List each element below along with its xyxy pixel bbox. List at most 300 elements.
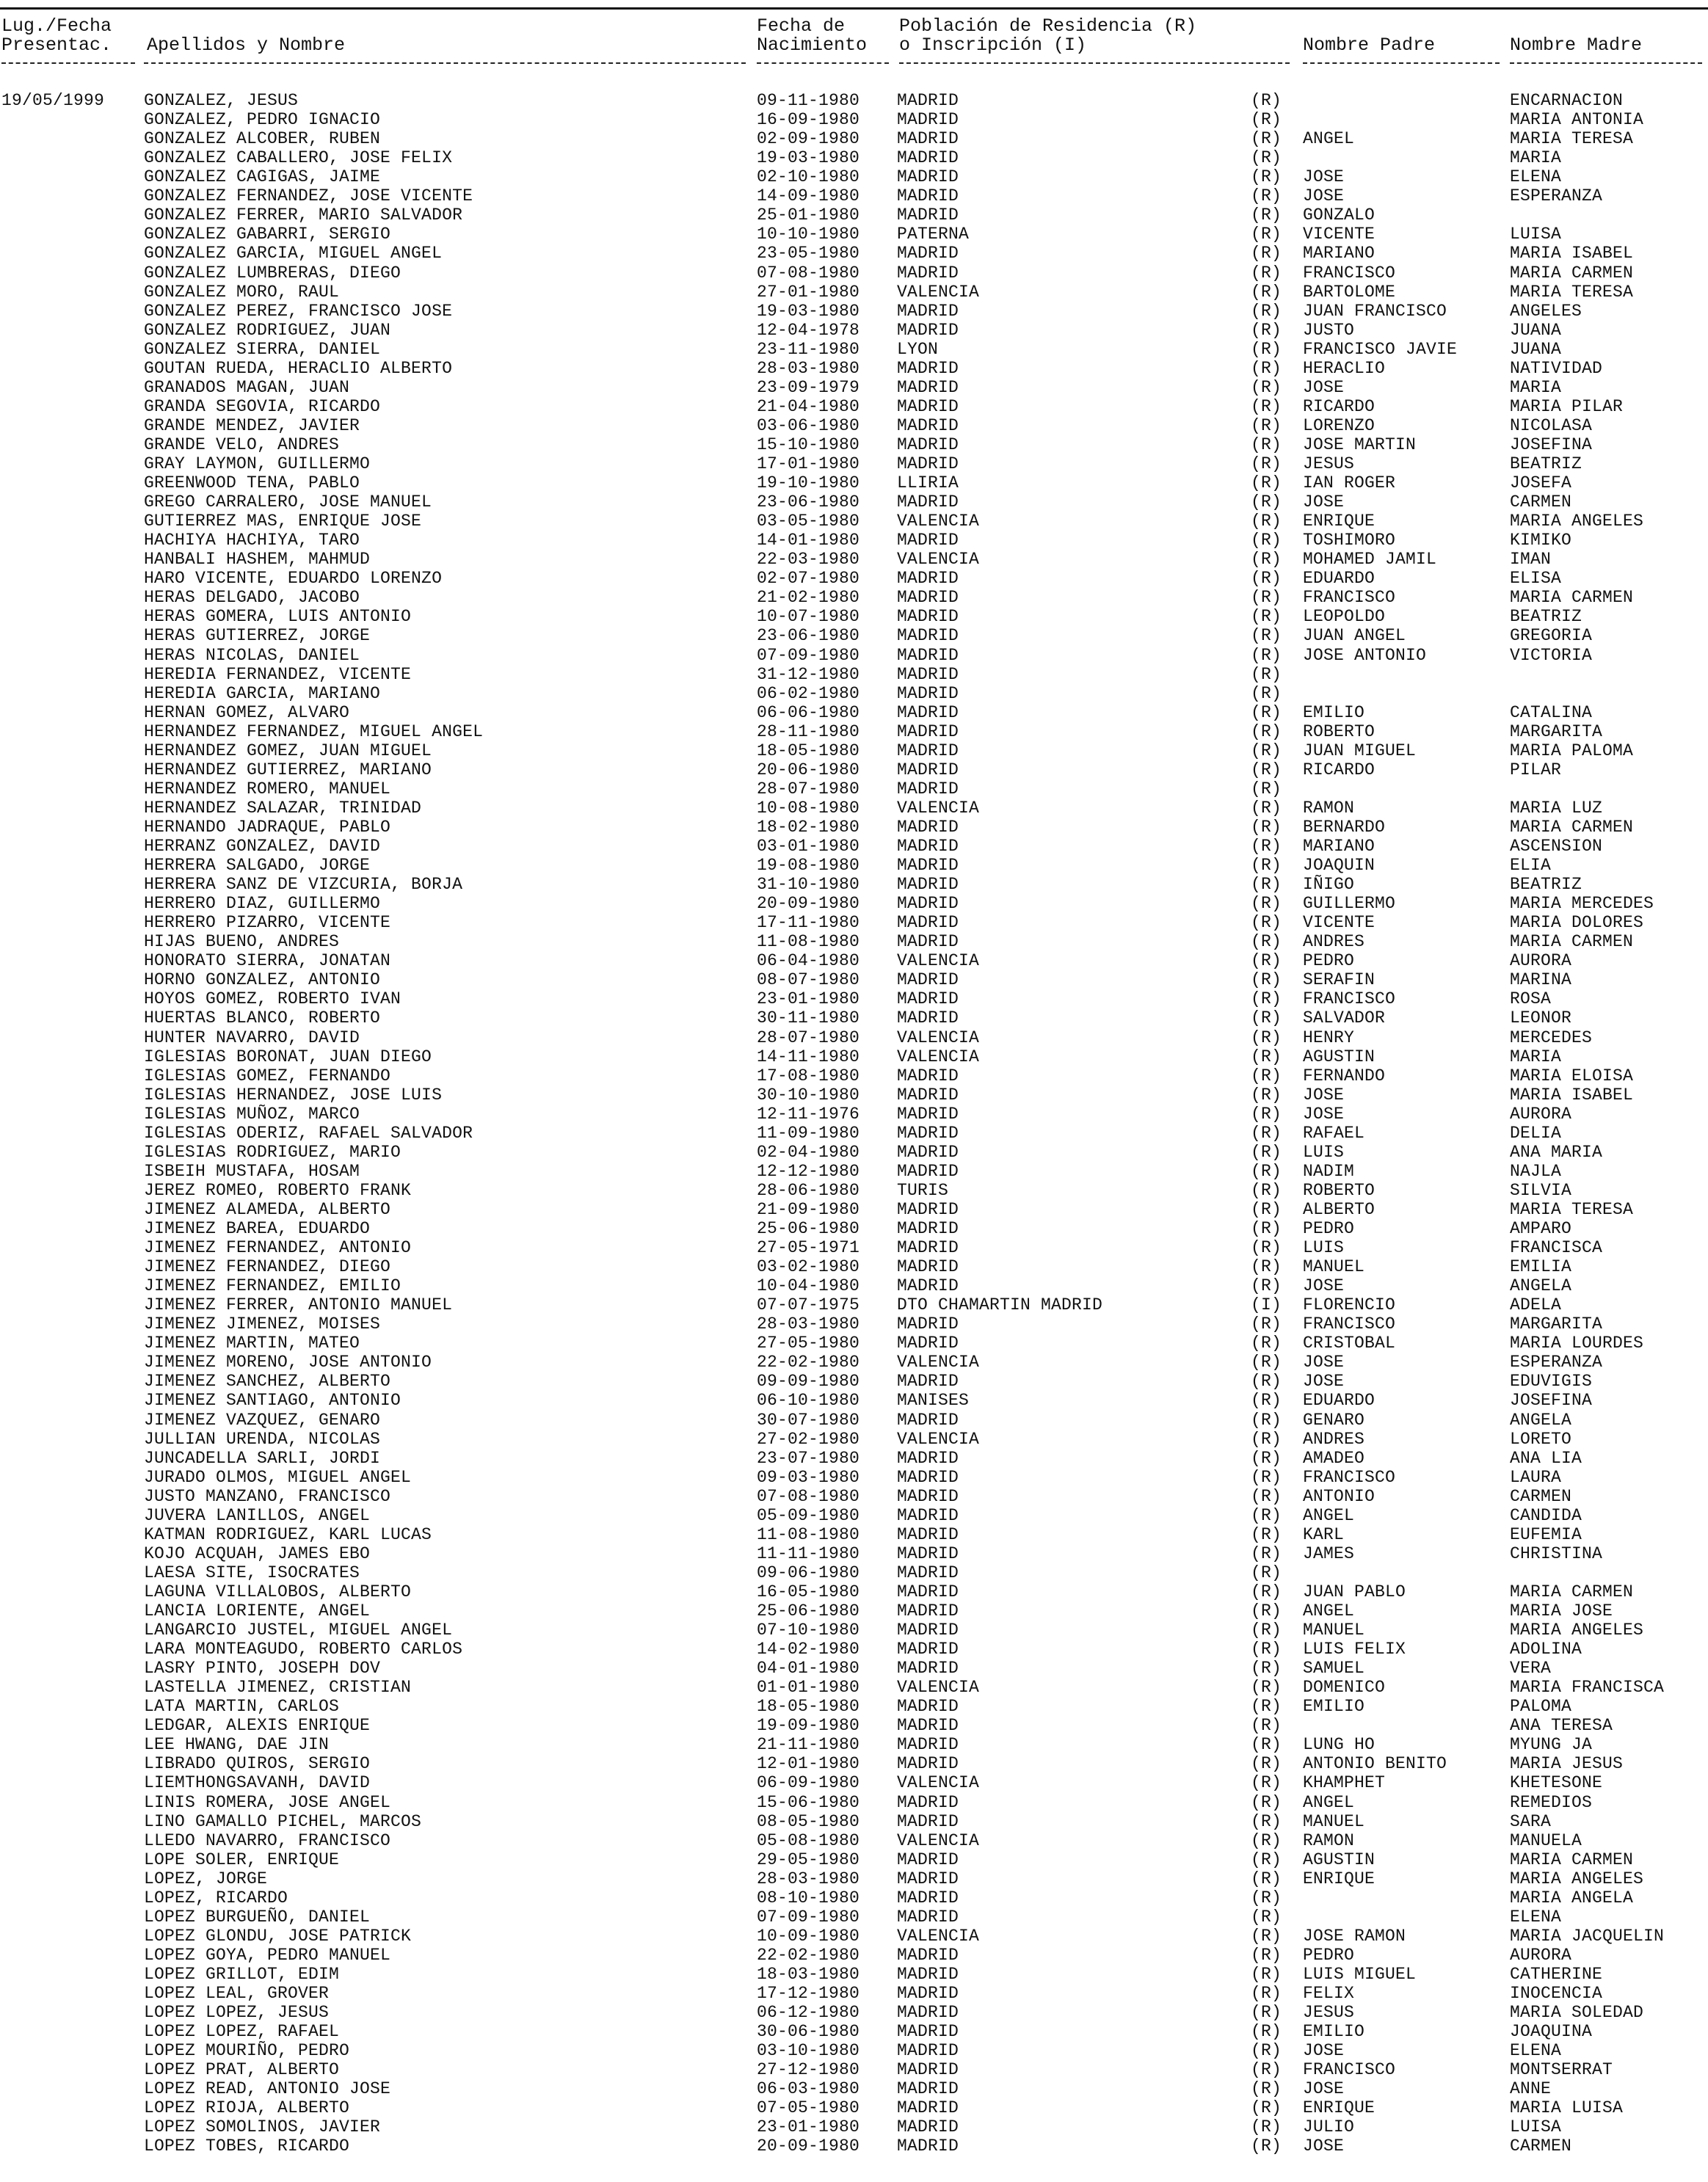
record-residence-type: (R) xyxy=(1251,741,1282,760)
record-birth-date: 12-04-1978 xyxy=(757,320,860,340)
record-mother-name: KHETESONE xyxy=(1510,1773,1603,1793)
record-father-name: JOSE xyxy=(1303,186,1345,206)
record-birth-date: 10-08-1980 xyxy=(757,798,860,818)
record-father-name: LORENZO xyxy=(1303,415,1376,435)
record-residence-type: (R) xyxy=(1251,1104,1282,1124)
record-residence: MADRID xyxy=(897,244,959,263)
record-name: GRANDE MENDEZ, JAVIER xyxy=(144,415,360,435)
record-name: JIMENEZ BAREA, EDUARDO xyxy=(144,1219,371,1238)
record-name: GONZALEZ ALCOBER, RUBEN xyxy=(144,129,381,149)
record-birth-date: 20-09-1980 xyxy=(757,2136,860,2156)
record-birth-date: 17-01-1980 xyxy=(757,454,860,473)
record-name: IGLESIAS GOMEZ, FERNANDO xyxy=(144,1066,391,1085)
record-residence-type: (R) xyxy=(1251,1353,1282,1372)
record-residence-type: (R) xyxy=(1251,1467,1282,1487)
record-residence: MADRID xyxy=(897,607,959,627)
record-residence: MADRID xyxy=(897,1334,959,1353)
record-father-name: ANGEL xyxy=(1303,129,1355,149)
record-residence-type: (R) xyxy=(1251,1391,1282,1411)
record-residence-type: (R) xyxy=(1251,1429,1282,1449)
record-mother-name: CHRISTINA xyxy=(1510,1543,1603,1563)
record-name: HORNO GONZALEZ, ANTONIO xyxy=(144,970,381,990)
record-name: HERRERA SANZ DE VIZCURIA, BORJA xyxy=(144,875,463,894)
record-birth-date: 07-08-1980 xyxy=(757,1486,860,1506)
record-residence: MADRID xyxy=(897,396,959,416)
record-father-name: FRANCISCO xyxy=(1303,1467,1396,1487)
record-residence-type: (R) xyxy=(1251,282,1282,302)
record-birth-date: 04-01-1980 xyxy=(757,1659,860,1679)
record-mother-name: JOSEFA xyxy=(1510,473,1572,492)
record-father-name: VICENTE xyxy=(1303,913,1376,933)
record-mother-name: ELISA xyxy=(1510,569,1562,589)
record-father-name: JUAN ANGEL xyxy=(1303,626,1406,646)
record-father-name: KHAMPHET xyxy=(1303,1773,1386,1793)
record-name: JULLIAN URENDA, NICOLAS xyxy=(144,1429,381,1449)
record-residence-type: (R) xyxy=(1251,1085,1282,1105)
record-residence-type: (R) xyxy=(1251,301,1282,321)
record-father-name: FRANCISCO xyxy=(1303,1314,1396,1334)
record-father-name: JOSE MARTIN xyxy=(1303,434,1417,454)
record-residence-type: (R) xyxy=(1251,1066,1282,1085)
record-mother-name: KIMIKO xyxy=(1510,531,1572,550)
record-father-name: IAN ROGER xyxy=(1303,473,1396,492)
record-father-name: MANUEL xyxy=(1303,1257,1365,1276)
record-birth-date: 27-05-1980 xyxy=(757,1334,860,1353)
record-mother-name: PILAR xyxy=(1510,760,1562,779)
record-residence-type: (R) xyxy=(1251,396,1282,416)
record-mother-name: MANUELA xyxy=(1510,1830,1582,1850)
record-mother-name: MARIA ELOISA xyxy=(1510,1066,1634,1085)
header-birth-line1: Fecha de xyxy=(757,15,846,37)
record-name: LINIS ROMERA, JOSE ANGEL xyxy=(144,1792,391,1812)
record-father-name: KARL xyxy=(1303,1524,1345,1544)
record-residence-type: (R) xyxy=(1251,856,1282,875)
record-name: IGLESIAS RODRIGUEZ, MARIO xyxy=(144,1142,401,1162)
record-father-name: FRANCISCO xyxy=(1303,2060,1396,2080)
record-father-name: EMILIO xyxy=(1303,1697,1365,1717)
record-birth-date: 06-04-1980 xyxy=(757,951,860,971)
record-mother-name: ESPERANZA xyxy=(1510,1353,1603,1372)
record-residence: PATERNA xyxy=(897,225,970,244)
record-birth-date: 10-04-1980 xyxy=(757,1276,860,1296)
record-name: HERAS DELGADO, JACOBO xyxy=(144,588,360,608)
record-name: HIJAS BUENO, ANDRES xyxy=(144,932,340,952)
record-birth-date: 11-11-1980 xyxy=(757,1543,860,1563)
record-mother-name: MARIA SOLEDAD xyxy=(1510,2003,1644,2022)
record-father-name: JOSE xyxy=(1303,492,1345,512)
record-name: LINO GAMALLO PICHEL, MARCOS xyxy=(144,1811,422,1831)
record-residence-type: (R) xyxy=(1251,358,1282,378)
record-residence: MADRID xyxy=(897,645,959,665)
record-father-name: EDUARDO xyxy=(1303,1391,1376,1411)
record-birth-date: 30-06-1980 xyxy=(757,2022,860,2042)
record-residence-type: (R) xyxy=(1251,263,1282,283)
record-residence: MADRID xyxy=(897,875,959,894)
record-father-name: LUNG HO xyxy=(1303,1735,1376,1755)
record-mother-name: MARIA PALOMA xyxy=(1510,741,1634,760)
record-birth-date: 10-07-1980 xyxy=(757,607,860,627)
record-residence-type: (R) xyxy=(1251,1123,1282,1143)
record-residence: MADRID xyxy=(897,1697,959,1717)
record-residence-type: (R) xyxy=(1251,91,1282,110)
record-name: LASTELLA JIMENEZ, CRISTIAN xyxy=(144,1678,412,1698)
record-mother-name: AURORA xyxy=(1510,1945,1572,1965)
record-residence: MADRID xyxy=(897,1448,959,1468)
record-mother-name: REMEDIOS xyxy=(1510,1792,1593,1812)
record-birth-date: 10-09-1980 xyxy=(757,1926,860,1946)
record-residence: MADRID xyxy=(897,1563,959,1582)
record-name: GONZALEZ MORO, RAUL xyxy=(144,282,340,302)
record-mother-name: CARMEN xyxy=(1510,492,1572,512)
record-mother-name: MONTSERRAT xyxy=(1510,2060,1613,2080)
header-underline-mother xyxy=(1510,62,1702,64)
record-father-name: JESUS xyxy=(1303,2003,1355,2022)
record-name: HUERTAS BLANCO, ROBERTO xyxy=(144,1008,381,1028)
record-birth-date: 09-06-1980 xyxy=(757,1563,860,1582)
record-father-name: HERACLIO xyxy=(1303,358,1386,378)
record-birth-date: 28-03-1980 xyxy=(757,1869,860,1888)
record-mother-name: MARIA CARMEN xyxy=(1510,263,1634,283)
record-father-name: ENRIQUE xyxy=(1303,2098,1376,2118)
record-mother-name: MARIA xyxy=(1510,148,1562,168)
record-father-name: SALVADOR xyxy=(1303,1008,1386,1028)
record-birth-date: 23-09-1979 xyxy=(757,377,860,397)
record-father-name: EMILIO xyxy=(1303,2022,1365,2042)
record-name: HERNANDEZ SALAZAR, TRINIDAD xyxy=(144,798,422,818)
record-father-name: DOMENICO xyxy=(1303,1678,1386,1698)
record-residence-type: (R) xyxy=(1251,1697,1282,1717)
record-name: JIMENEZ ALAMEDA, ALBERTO xyxy=(144,1199,391,1219)
record-birth-date: 12-01-1980 xyxy=(757,1754,860,1774)
record-mother-name: LUISA xyxy=(1510,225,1562,244)
record-mother-name: ANA MARIA xyxy=(1510,1142,1603,1162)
record-birth-date: 08-10-1980 xyxy=(757,1888,860,1908)
record-birth-date: 06-12-1980 xyxy=(757,2003,860,2022)
record-father-name: AMADEO xyxy=(1303,1448,1365,1468)
record-residence-type: (R) xyxy=(1251,1314,1282,1334)
record-mother-name: MARIA CARMEN xyxy=(1510,1850,1634,1869)
record-mother-name: EMILIA xyxy=(1510,1257,1572,1276)
record-residence-type: (R) xyxy=(1251,2022,1282,2042)
record-birth-date: 11-08-1980 xyxy=(757,1524,860,1544)
record-name: IGLESIAS ODERIZ, RAFAEL SALVADOR xyxy=(144,1123,473,1143)
record-residence: MADRID xyxy=(897,817,959,837)
record-name: HERAS NICOLAS, DANIEL xyxy=(144,645,360,665)
record-father-name: AGUSTIN xyxy=(1303,1047,1376,1066)
record-residence: LYON xyxy=(897,339,939,359)
record-name: JIMENEZ FERNANDEZ, EMILIO xyxy=(144,1276,401,1296)
record-father-name: PEDRO xyxy=(1303,1219,1355,1238)
record-mother-name: ROSA xyxy=(1510,989,1552,1009)
record-mother-name: INOCENCIA xyxy=(1510,1984,1603,2003)
record-father-name: FRANCISCO JAVIE xyxy=(1303,339,1458,359)
record-father-name: MANUEL xyxy=(1303,1621,1365,1640)
record-father-name: EDUARDO xyxy=(1303,569,1376,589)
record-residence-type: (R) xyxy=(1251,626,1282,646)
header-underline-date xyxy=(1,62,135,64)
record-birth-date: 06-02-1980 xyxy=(757,683,860,703)
record-birth-date: 07-09-1980 xyxy=(757,645,860,665)
record-residence-type: (R) xyxy=(1251,645,1282,665)
record-residence: VALENCIA xyxy=(897,282,980,302)
record-father-name: JOSE xyxy=(1303,2041,1345,2061)
record-mother-name: NICOLASA xyxy=(1510,415,1593,435)
record-name: IGLESIAS HERNANDEZ, JOSE LUIS xyxy=(144,1085,443,1105)
record-father-name: BARTOLOME xyxy=(1303,282,1396,302)
record-name: LOPEZ SOMOLINOS, JAVIER xyxy=(144,2117,381,2137)
record-mother-name: ANNE xyxy=(1510,2079,1552,2099)
record-mother-name: ELIA xyxy=(1510,856,1552,875)
record-residence-type: (R) xyxy=(1251,225,1282,244)
record-residence-type: (R) xyxy=(1251,377,1282,397)
record-name: GREGO CARRALERO, JOSE MANUEL xyxy=(144,492,432,512)
record-residence-type: (R) xyxy=(1251,932,1282,952)
record-father-name: PEDRO xyxy=(1303,951,1355,971)
record-residence: MADRID xyxy=(897,837,959,856)
record-residence-type: (R) xyxy=(1251,110,1282,130)
record-residence: MADRID xyxy=(897,320,959,340)
record-residence-type: (R) xyxy=(1251,1984,1282,2003)
record-name: LAGUNA VILLALOBOS, ALBERTO xyxy=(144,1582,412,1601)
record-mother-name: MARIA LOURDES xyxy=(1510,1334,1644,1353)
record-residence-type: (R) xyxy=(1251,2003,1282,2022)
record-birth-date: 31-12-1980 xyxy=(757,664,860,684)
record-birth-date: 07-10-1980 xyxy=(757,1621,860,1640)
record-residence-type: (R) xyxy=(1251,512,1282,531)
record-residence-type: (R) xyxy=(1251,167,1282,187)
record-father-name: GONZALO xyxy=(1303,206,1376,225)
record-birth-date: 21-11-1980 xyxy=(757,1735,860,1755)
header-father: Nombre Padre xyxy=(1303,34,1436,56)
record-birth-date: 28-03-1980 xyxy=(757,1314,860,1334)
record-father-name: RAFAEL xyxy=(1303,1123,1365,1143)
record-name: HERRERO DIAZ, GUILLERMO xyxy=(144,894,381,914)
record-father-name: FERNANDO xyxy=(1303,1066,1386,1085)
record-residence: MADRID xyxy=(897,1735,959,1755)
header-underline-residence xyxy=(899,62,1290,64)
record-residence-type: (R) xyxy=(1251,1008,1282,1028)
record-residence: MADRID xyxy=(897,1123,959,1143)
record-residence: MADRID xyxy=(897,1621,959,1640)
record-residence-type: (R) xyxy=(1251,837,1282,856)
record-residence: VALENCIA xyxy=(897,1047,980,1066)
record-mother-name: AURORA xyxy=(1510,951,1572,971)
record-mother-name: CANDIDA xyxy=(1510,1505,1582,1525)
record-mother-name: MARIA JOSE xyxy=(1510,1601,1613,1621)
record-mother-name: MARIA xyxy=(1510,1047,1562,1066)
record-residence-type: (R) xyxy=(1251,1621,1282,1640)
record-father-name: ANDRES xyxy=(1303,932,1365,952)
record-father-name: JOSE xyxy=(1303,1276,1345,1296)
record-residence: VALENCIA xyxy=(897,1353,980,1372)
record-father-name: GENARO xyxy=(1303,1410,1365,1430)
record-birth-date: 14-02-1980 xyxy=(757,1640,860,1659)
record-birth-date: 18-05-1980 xyxy=(757,1697,860,1717)
record-father-name: MOHAMED JAMIL xyxy=(1303,550,1437,570)
record-father-name: MANUEL xyxy=(1303,1811,1365,1831)
record-residence: MADRID xyxy=(897,167,959,187)
record-residence-type: (R) xyxy=(1251,473,1282,492)
record-residence-type: (R) xyxy=(1251,779,1282,799)
header-date-line1: Lug./Fecha xyxy=(1,15,112,37)
record-birth-date: 06-09-1980 xyxy=(757,1773,860,1793)
record-residence-type: (R) xyxy=(1251,1792,1282,1812)
record-birth-date: 23-11-1980 xyxy=(757,339,860,359)
record-residence: MADRID xyxy=(897,970,959,990)
record-residence-type: (R) xyxy=(1251,875,1282,894)
record-name: HERNANDEZ GOMEZ, JUAN MIGUEL xyxy=(144,741,432,760)
record-name: LOPEZ BURGUEÑO, DANIEL xyxy=(144,1907,371,1927)
record-mother-name: ANA TERESA xyxy=(1510,1716,1613,1736)
record-residence: MADRID xyxy=(897,1754,959,1774)
record-birth-date: 28-11-1980 xyxy=(757,721,860,741)
record-name: HUNTER NAVARRO, DAVID xyxy=(144,1028,360,1047)
record-birth-date: 03-06-1980 xyxy=(757,415,860,435)
record-name: HERNANDEZ GUTIERREZ, MARIANO xyxy=(144,760,432,779)
record-father-name: LUIS xyxy=(1303,1142,1345,1162)
record-residence: MADRID xyxy=(897,1716,959,1736)
record-birth-date: 23-01-1980 xyxy=(757,2117,860,2137)
record-residence: MADRID xyxy=(897,129,959,149)
record-residence: VALENCIA xyxy=(897,1028,980,1047)
record-residence: MADRID xyxy=(897,1582,959,1601)
record-father-name: VICENTE xyxy=(1303,225,1376,244)
record-birth-date: 17-11-1980 xyxy=(757,913,860,933)
record-residence: MADRID xyxy=(897,1907,959,1927)
record-mother-name: SILVIA xyxy=(1510,1180,1572,1200)
record-birth-date: 23-07-1980 xyxy=(757,1448,860,1468)
record-residence: MADRID xyxy=(897,2060,959,2080)
record-name: HERRERO PIZARRO, VICENTE xyxy=(144,913,391,933)
record-mother-name: MARIA DOLORES xyxy=(1510,913,1644,933)
record-father-name: FLORENCIO xyxy=(1303,1295,1396,1315)
record-birth-date: 16-09-1980 xyxy=(757,110,860,130)
record-residence-type: (R) xyxy=(1251,1945,1282,1965)
record-name: HERAS GUTIERREZ, JORGE xyxy=(144,626,371,646)
record-residence-type: (R) xyxy=(1251,129,1282,149)
record-residence-type: (R) xyxy=(1251,1716,1282,1736)
record-father-name: JOAQUIN xyxy=(1303,856,1376,875)
record-name: JIMENEZ SANCHEZ, ALBERTO xyxy=(144,1372,391,1392)
record-name: JEREZ ROMEO, ROBERTO FRANK xyxy=(144,1180,412,1200)
record-residence: MADRID xyxy=(897,1659,959,1679)
record-father-name: JOSE xyxy=(1303,1104,1345,1124)
record-residence: LLIRIA xyxy=(897,473,959,492)
record-mother-name: MARIA ANGELES xyxy=(1510,512,1644,531)
record-birth-date: 09-09-1980 xyxy=(757,1372,860,1392)
record-residence: MADRID xyxy=(897,760,959,779)
record-father-name: JOSE xyxy=(1303,1353,1345,1372)
record-father-name: JOSE xyxy=(1303,1085,1345,1105)
record-name: LLEDO NAVARRO, FRANCISCO xyxy=(144,1830,391,1850)
record-mother-name: AURORA xyxy=(1510,1104,1572,1124)
record-birth-date: 25-06-1980 xyxy=(757,1601,860,1621)
record-father-name: JOSE RAMON xyxy=(1303,1926,1406,1946)
record-residence-type: (R) xyxy=(1251,1869,1282,1888)
record-residence-type: (R) xyxy=(1251,148,1282,168)
record-father-name: TOSHIMORO xyxy=(1303,531,1396,550)
record-residence-type: (R) xyxy=(1251,1659,1282,1679)
record-mother-name: MARIA ANTONIA xyxy=(1510,110,1644,130)
record-residence-type: (R) xyxy=(1251,1372,1282,1392)
record-mother-name: JOAQUINA xyxy=(1510,2022,1593,2042)
record-name: KATMAN RODRIGUEZ, KARL LUCAS xyxy=(144,1524,432,1544)
record-birth-date: 02-04-1980 xyxy=(757,1142,860,1162)
record-mother-name: MYUNG JA xyxy=(1510,1735,1593,1755)
record-name: LOPEZ TOBES, RICARDO xyxy=(144,2136,350,2156)
record-name: LOPEZ LOPEZ, RAFAEL xyxy=(144,2022,340,2042)
record-birth-date: 15-06-1980 xyxy=(757,1792,860,1812)
record-mother-name: ADOLINA xyxy=(1510,1640,1582,1659)
record-birth-date: 30-07-1980 xyxy=(757,1410,860,1430)
record-residence: MADRID xyxy=(897,741,959,760)
record-residence-type: (R) xyxy=(1251,970,1282,990)
record-mother-name: JOSEFINA xyxy=(1510,434,1593,454)
record-residence-type: (R) xyxy=(1251,339,1282,359)
record-name: JUNCADELLA SARLI, JORDI xyxy=(144,1448,381,1468)
record-residence-type: (I) xyxy=(1251,1295,1282,1315)
record-mother-name: LEONOR xyxy=(1510,1008,1572,1028)
record-residence: MADRID xyxy=(897,263,959,283)
record-name: HOYOS GOMEZ, ROBERTO IVAN xyxy=(144,989,401,1009)
record-residence: MADRID xyxy=(897,1945,959,1965)
record-name: LOPEZ RIOJA, ALBERTO xyxy=(144,2098,350,2118)
record-residence: MADRID xyxy=(897,1888,959,1908)
record-residence: MADRID xyxy=(897,186,959,206)
record-mother-name: ANA LIA xyxy=(1510,1448,1582,1468)
record-mother-name: ADELA xyxy=(1510,1295,1562,1315)
record-birth-date: 16-05-1980 xyxy=(757,1582,860,1601)
record-residence: VALENCIA xyxy=(897,1773,980,1793)
record-name: LARA MONTEAGUDO, ROBERTO CARLOS xyxy=(144,1640,463,1659)
record-mother-name: MARIA JACQUELIN xyxy=(1510,1926,1665,1946)
record-residence: MADRID xyxy=(897,913,959,933)
record-birth-date: 03-05-1980 xyxy=(757,512,860,531)
record-name: GONZALEZ CAGIGAS, JAIME xyxy=(144,167,381,187)
record-father-name: IÑIGO xyxy=(1303,875,1355,894)
record-birth-date: 09-11-1980 xyxy=(757,91,860,110)
record-name: HERNANDEZ ROMERO, MANUEL xyxy=(144,779,391,799)
record-name: JURADO OLMOS, MIGUEL ANGEL xyxy=(144,1467,412,1487)
record-mother-name: ESPERANZA xyxy=(1510,186,1603,206)
record-father-name: FRANCISCO xyxy=(1303,263,1396,283)
record-mother-name: MARIA TERESA xyxy=(1510,129,1634,149)
record-birth-date: 02-10-1980 xyxy=(757,167,860,187)
record-residence-type: (R) xyxy=(1251,1047,1282,1066)
record-name: HERNANDO JADRAQUE, PABLO xyxy=(144,817,391,837)
record-residence: MADRID xyxy=(897,415,959,435)
record-mother-name: MARIA MERCEDES xyxy=(1510,894,1654,914)
record-residence: MADRID xyxy=(897,377,959,397)
record-residence: MADRID xyxy=(897,588,959,608)
record-residence-type: (R) xyxy=(1251,1486,1282,1506)
record-mother-name: CATHERINE xyxy=(1510,1964,1603,1984)
record-birth-date: 06-10-1980 xyxy=(757,1391,860,1411)
record-father-name: AGUSTIN xyxy=(1303,1850,1376,1869)
record-name: HACHIYA HACHIYA, TARO xyxy=(144,531,360,550)
record-name: GONZALEZ GARCIA, MIGUEL ANGEL xyxy=(144,244,443,263)
record-residence-type: (R) xyxy=(1251,206,1282,225)
record-residence: MADRID xyxy=(897,358,959,378)
record-name: GONZALEZ PEREZ, FRANCISCO JOSE xyxy=(144,301,453,321)
record-birth-date: 03-10-1980 xyxy=(757,2041,860,2061)
record-mother-name: PALOMA xyxy=(1510,1697,1572,1717)
record-residence-type: (R) xyxy=(1251,1180,1282,1200)
record-birth-date: 07-07-1975 xyxy=(757,1295,860,1315)
record-residence: MADRID xyxy=(897,1238,959,1257)
record-mother-name: MARINA xyxy=(1510,970,1572,990)
record-father-name: JESUS xyxy=(1303,454,1355,473)
